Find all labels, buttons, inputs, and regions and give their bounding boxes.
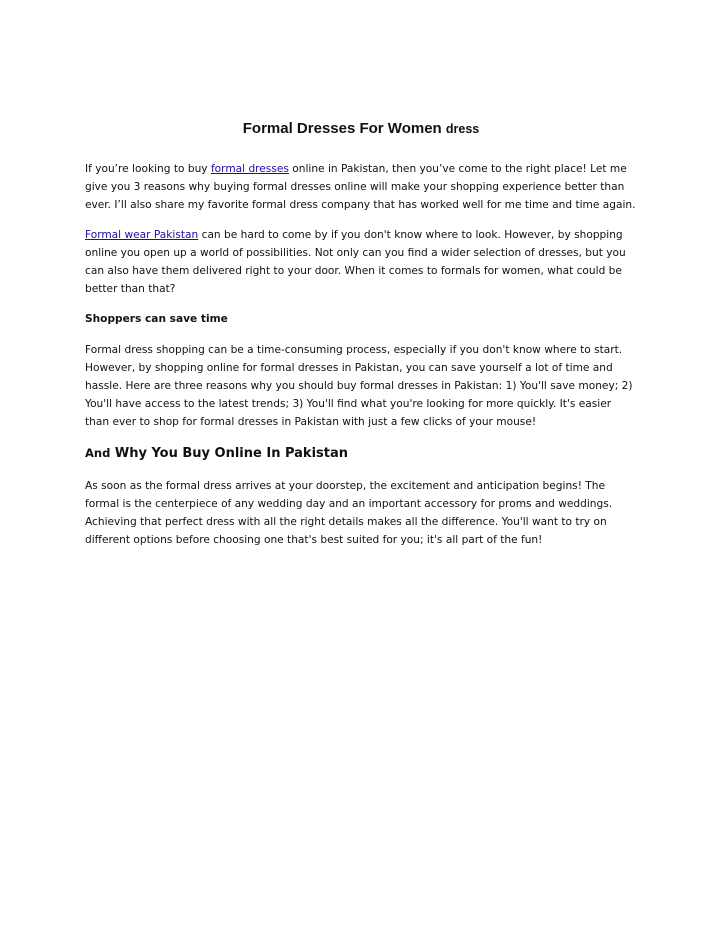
title-suffix: dress [445,122,480,136]
document-title [85,118,637,140]
formal-wear-text: can be hard to come by if you don't know where to look. However, by shopping online you open up a world of possibilities. Not only can you find a wider selection of dresses, but you can also have them delivered right to your door. When it comes to formals for women, what could be better than that? [85,229,626,295]
document-body [85,118,637,561]
doorstep-paragraph: As soon as the formal dress arrives at your doorstep, the excitement and anticipation begins! The formal is the centerpiece of any wedding day and an important accessory for proms and weddings. Achieving that perfect dress with all the right details makes all the difference. You'll want to try on different options before choosing one that's best suited for you; it's all part of the fun! [85,480,613,546]
section-heading-lead: And [85,446,111,460]
save-time-paragraph: Formal dress shopping can be a time-consuming process, especially if you don't know where to start. However, by shopping online for formal dresses in Pakistan, you can save yourself a lot of time and hassle. Here are three reasons why you should buy formal dresses in Pakistan: 1) You'll save money; 2) You'll have access to the latest trends; 3) You'll find what you're looking for more quickly. It's easier than ever to shop for formal dresses in Pakistan with just a few clicks of your mouse! [85,344,633,428]
formal-wear-paragraph [85,226,637,298]
section-heading [85,443,637,464]
intro-paragraph [85,160,637,214]
intro-text-start: If you’re looking to buy [85,163,211,175]
section-heading-rest: Why You Buy Online In Pakistan [110,446,349,461]
title-main: Formal Dresses For Women [242,120,442,137]
save-time-subheading: Shoppers can save time [85,313,228,325]
formal-dresses-link[interactable]: formal dresses [210,163,289,175]
formal-wear-pakistan-link[interactable]: Formal wear Pakistan [85,229,199,241]
intro-text-rest: online in Pakistan, then you’ve come to the right place! Let me give you 3 reasons why buying formal dresses online will make your shopping experience better than ever. I’ll also share my favorite formal dress company that has worked well for me time and time again. [85,163,636,211]
